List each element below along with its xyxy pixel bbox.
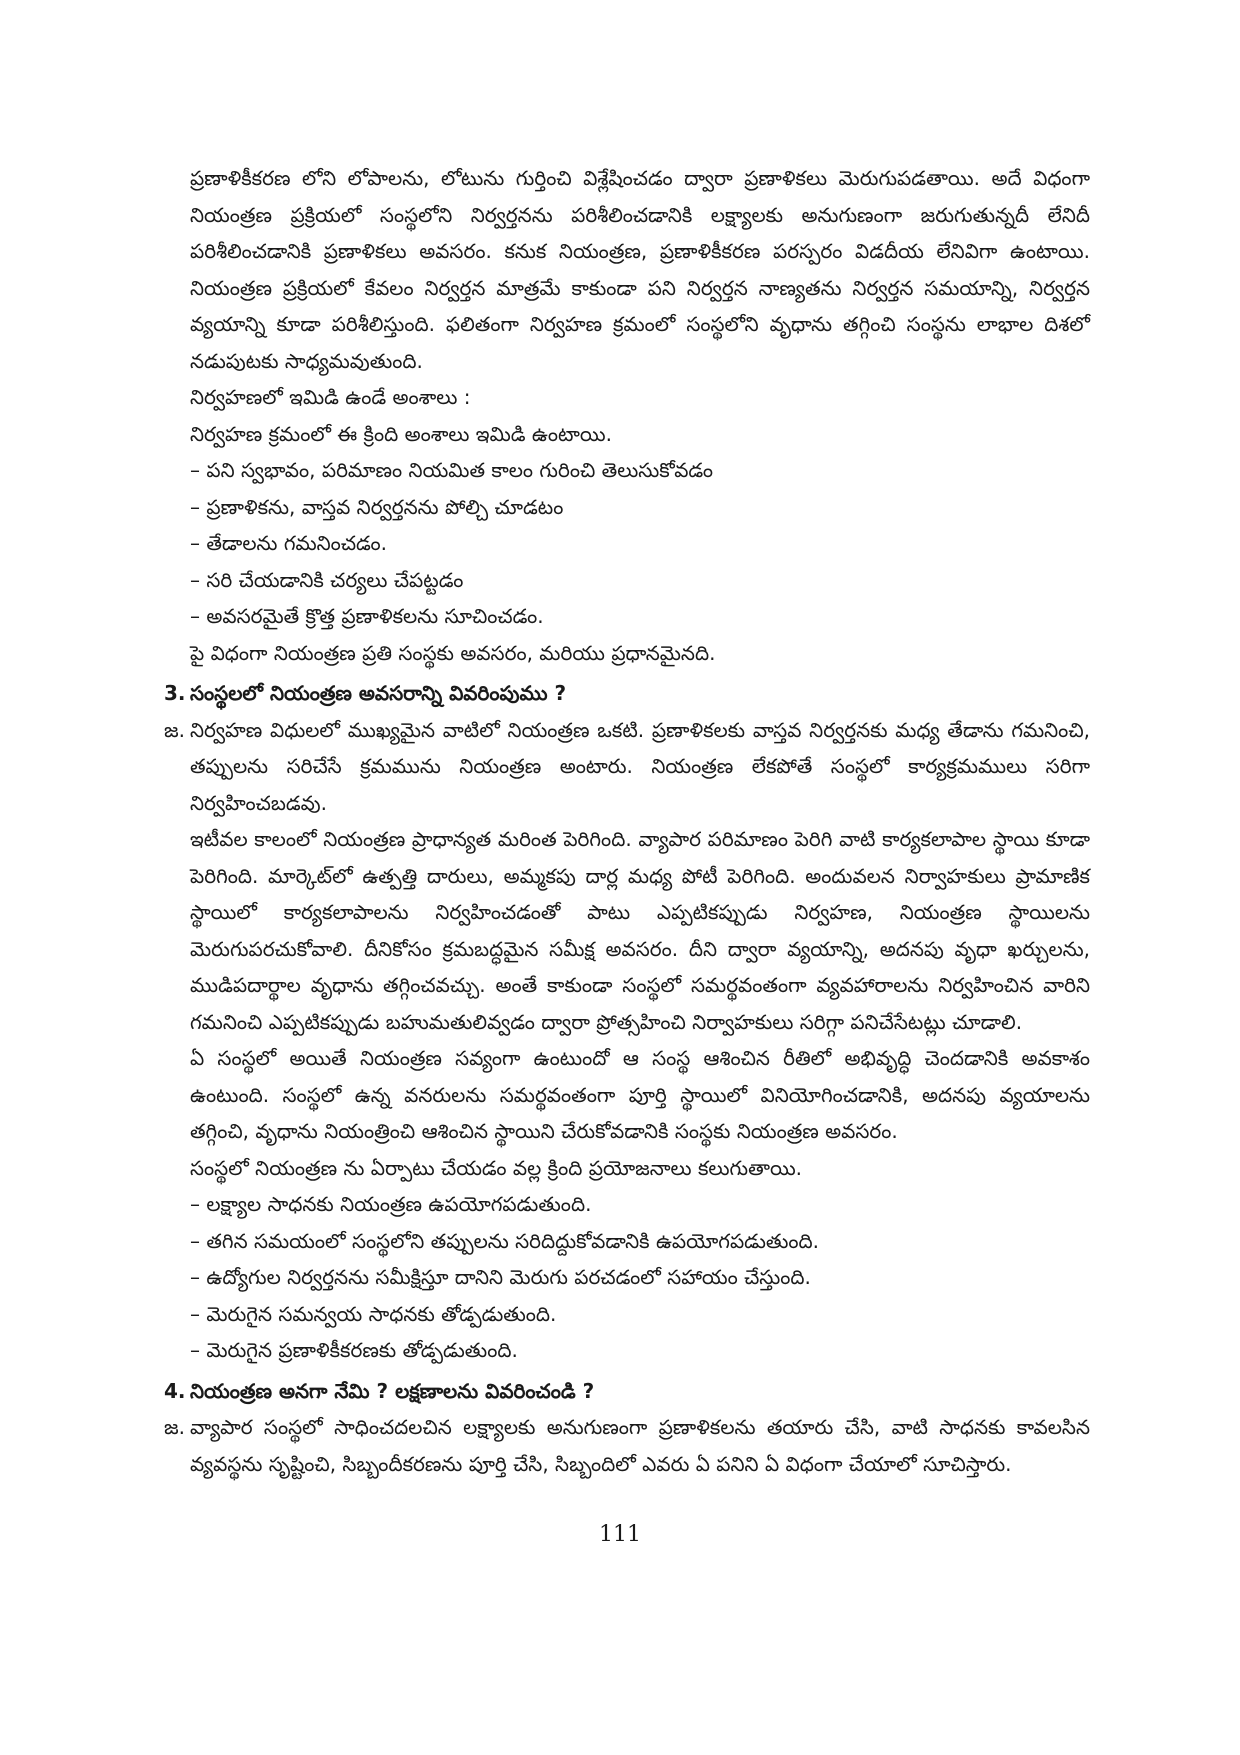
question-number: 3. [164, 681, 186, 705]
answer-label: జ. [164, 1415, 185, 1439]
question-text: సంస్థలలో నియంత్రణ అవసరాన్ని వివరింపుము ? [190, 681, 567, 705]
question-number: 4. [164, 1378, 186, 1403]
list-item: – అవసరమైతే క్రొత్త ప్రణాళికలను సూచించడం. [190, 604, 544, 628]
answer-paragraph: నిర్వహణ విధులలో ముఖ్యమైన వాటిలో నియంత్రణ ఒకటి. ప్రణాళికలకు వాస్తవ నిర్వర్తనకు మధ్య తేడాను గమనించి, తప్పులను సరిచేసే క్రమమును నియంత్రణ అంటారు. నియంత్రణ లేకపోతే సంస్థలో కార్యక్రమములు సరిగా నిర్వహించబడవు. [190, 717, 1090, 815]
elements-intro-line: నిర్వహణ క్రమంలో ఈ క్రింది అంశాలు ఇమిడి ఉంటాయి. [190, 421, 612, 446]
list-item: – ఉద్యోగుల నిర్వర్తనను సమీక్షిస్తూ దానిని మెరుగు పరచడంలో సహాయం చేస్తుంది. [190, 1265, 811, 1289]
list-item: – లక్ష్యాల సాధనకు నియంత్రణ ఉపయోగపడుతుంది. [190, 1192, 592, 1216]
list-item: – తేడాలను గమనించడం. [190, 531, 388, 555]
list-item: – ప్రణాళికను, వాస్తవ నిర్వర్తనను పోల్చి చూడటం [190, 494, 564, 519]
answer-label: జ. [164, 717, 185, 742]
list-item: – సరి చేయడానికి చర్యలు చేపట్టడం [190, 567, 464, 592]
answer-paragraph: సంస్థలో నియంత్రణ ను ఏర్పాటు చేయడం వల్ల క్రింది ప్రయోజనాలు కలుగుతాయి. [190, 1155, 803, 1180]
elements-heading: నిర్వహణలో ఇమిడి ఉండే అంశాలు : [190, 385, 471, 409]
benefits-list [190, 1186, 1090, 1369]
conclusion-line: పై విధంగా నియంత్రణ ప్రతి సంస్థకు అవసరం, మరియు ప్రధానమైనది. [190, 640, 716, 665]
intro-paragraph: ప్రణాళికీకరణ లోని లోపాలను, లోటును గుర్తించి విశ్లేషించడం ద్వారా ప్రణాళికలు మెరుగుపడతాయి. అదే విధంగా నియంత్రణ ప్రక్రియలో సంస్థలోని నిర్వర్తనను పరిశీలించడానికి లక్ష్యాలకు అనుగుణంగా జరుగుతున్నదీ లేనిదీ పరిశీలించడానికి ప్రణాళికలు అవసరం. కనుక నియంత్రణ, ప్రణాళికీకరణ పరస్పరం విడదీయ లేనివిగా ఉంటాయి. నియంత్రణ ప్రక్రియలో కేవలం నిర్వర్తన మాత్రమే కాకుండా పని నిర్వర్తన నాణ్యతను నిర్వర్తన సమయాన్ని, నిర్వర్తన వ్యయాన్ని కూడా పరిశీలిస్తుంది. ఫలితంగా నిర్వహణ క్రమంలో సంస్థలోని వృధాను తగ్గించి సంస్థను లాభాల దిశలో నడుపుటకు సాధ్యమవుతుంది. [190, 166, 1090, 373]
list-item: – మెరుగైన ప్రణాళికీకరణకు తోడ్పడుతుంది. [190, 1338, 518, 1362]
list-item: – మెరుగైన సమన్వయ సాధనకు తోడ్పడుతుంది. [190, 1301, 557, 1326]
answer-paragraph: ఇటీవల కాలంలో నియంత్రణ ప్రాధాన్యత మరింత పెరిగింది. వ్యాపార పరిమాణం పెరిగి వాటి కార్యకలాపాల స్థాయి కూడా పెరిగింది. మార్కెట్‌లో ఉత్పత్తి దారులు, అమ్మకపు దార్ల మధ్య పోటీ పెరిగింది. అందువలన నిర్వాహకులు ప్రామాణిక స్థాయిలో కార్యకలాపాలను నిర్వహించడంతో పాటు ఎప్పటికప్పుడు నిర్వహణ, నియంత్రణ స్థాయిలను మెరుగుపరచుకోవాలి. దీనికోసం క్రమబద్ధమైన సమీక్ష అవసరం. దీని ద్వారా వ్యయాన్ని, అదనపు వృధా ఖర్చులను, ముడిపదార్థాల వృధాను తగ్గించవచ్చు. అంతే కాకుండా సంస్థలో సమర్థవంతంగా వ్యవహారాలను నిర్వహించిన వారిని గమనించి ఎప్పటికప్పుడు బహుమతులివ్వడం ద్వారా ప్రోత్సహించి నిర్వాహకులు సరిగ్గా పనిచేసేటట్లు చూడాలి. [190, 827, 1090, 1034]
question-3 [164, 675, 1090, 712]
page-number: 111 [599, 1522, 641, 1547]
question-4 [164, 1373, 1090, 1410]
elements-list [190, 452, 1090, 635]
question-text: నియంత్రణ అనగా నేమి ? లక్షణాలను వివరించండి ? [190, 1378, 595, 1403]
answer-paragraph: ఏ సంస్థలో అయితే నియంత్రణ సవ్యంగా ఉంటుందో ఆ సంస్థ ఆశించిన రీతిలో అభివృద్ధి చెందడానికి అవకాశం ఉంటుంది. సంస్థలో ఉన్న వనరులను సమర్థవంతంగా పూర్తి స్థాయిలో వినియోగించడానికి, అదనపు వ్యయాలను తగ్గించి, వృధాను నియంత్రించి ఆశించిన స్థాయిని చేరుకోవడానికి సంస్థకు నియంత్రణ అవసరం. [190, 1046, 1090, 1143]
answer-paragraph: వ్యాపార సంస్థలో సాధించదలచిన లక్ష్యాలకు అనుగుణంగా ప్రణాళికలను తయారు చేసి, వాటి సాధనకు కావలసిన వ్యవస్థను సృష్టించి, సిబ్బందీకరణను పూర్తి చేసి, సిబ్బందిలో ఎవరు ఏ పనిని ఏ విధంగా చేయాలో సూచిస్తారు. [190, 1415, 1090, 1476]
answer-4 [164, 1409, 1090, 1482]
list-item: – తగిన సమయంలో సంస్థలోని తప్పులను సరిదిద్దుకోవడానికి ఉపయోగపడుతుంది. [190, 1228, 819, 1253]
answer-3 [164, 712, 1090, 822]
main-content [164, 160, 1090, 1482]
list-item: – పని స్వభావం, పరిమాణం నియమిత కాలం గురించి తెలుసుకోవడం [190, 458, 714, 482]
